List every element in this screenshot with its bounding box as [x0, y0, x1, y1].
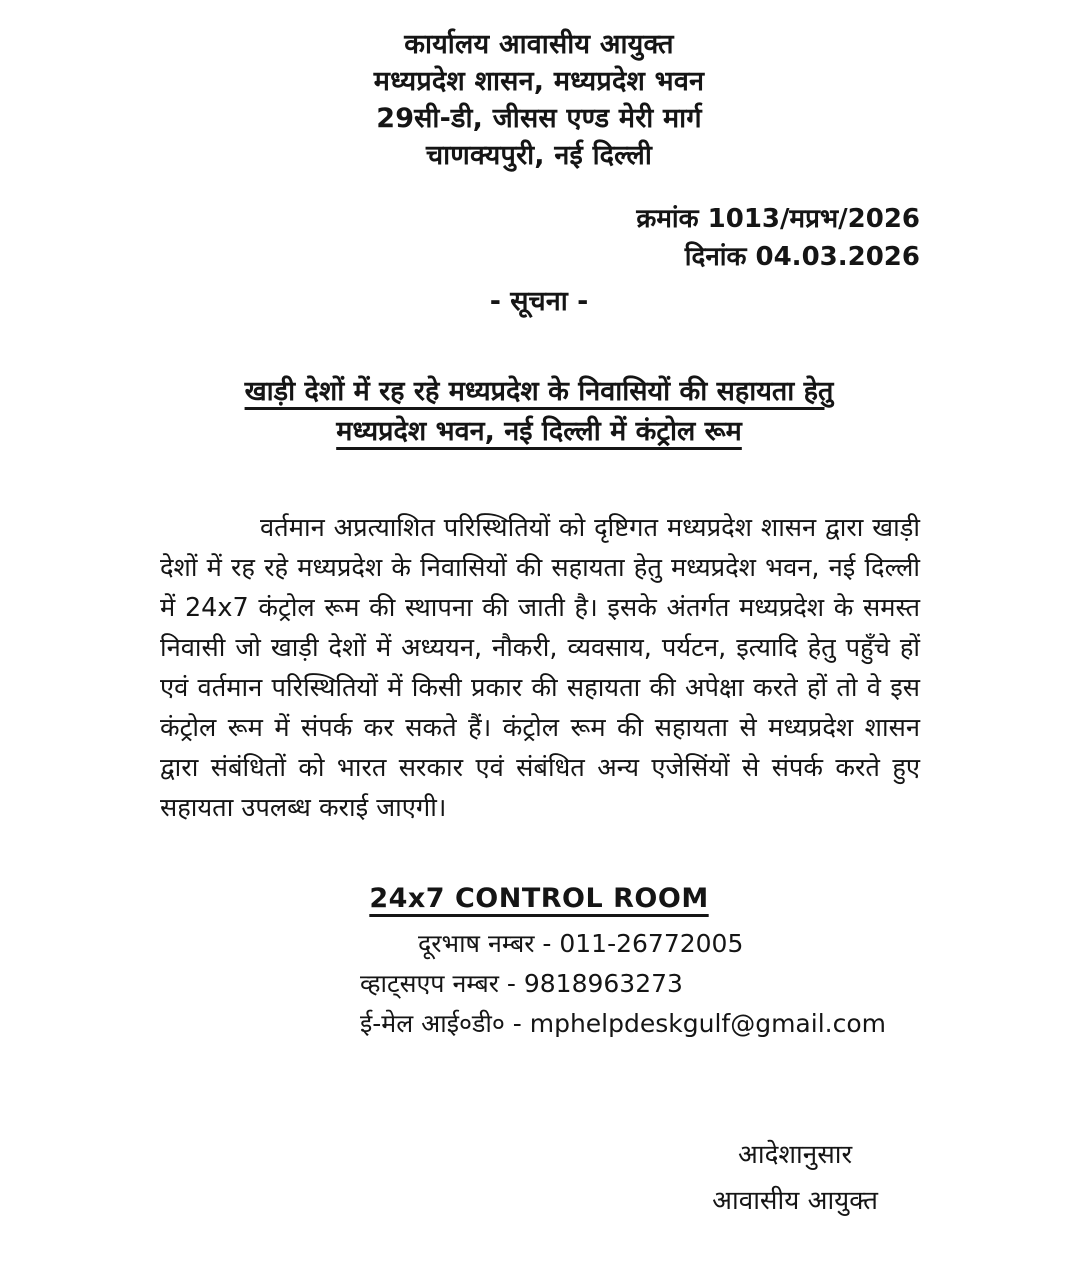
- reference-block: [0, 200, 920, 276]
- control-room-section: [0, 880, 1078, 1044]
- letterhead: [0, 26, 1078, 174]
- letterhead-govt-line: मध्यप्रदेश शासन, मध्यप्रदेश भवन: [373, 66, 705, 97]
- letterhead-office-line: कार्यालय आवासीय आयुक्त: [404, 29, 674, 60]
- contact-list: [360, 924, 1078, 1044]
- subject-line-1: खाड़ी देशों में रह रहे मध्यप्रदेश के निवासियों की सहायता हेतु: [244, 376, 834, 407]
- control-room-heading: 24x7 CONTROL ROOM: [369, 883, 709, 914]
- contact-phone: दूरभाष नम्बर - 011-26772005: [418, 929, 744, 958]
- contact-email: ई-मेल आई०डी० - mphelpdeskgulf@gmail.com: [360, 1009, 886, 1038]
- subject-heading: [0, 372, 1078, 452]
- letterhead-address-line: 29सी-डी, जीसस एण्ड मेरी मार्ग: [376, 103, 702, 134]
- reference-number: क्रमांक 1013/मप्रभ/2026: [636, 204, 920, 234]
- body-paragraph: वर्तमान अप्रत्याशित परिस्थितियों को दृष्टिगत मध्यप्रदेश शासन द्वारा खाड़ी देशों में रह रहे मध्यप्रदेश के निवासियों की सहायता हेतु मध्यप्रदेश भवन, नई दिल्ली में 24x7 कंट्रोल रूम की स्थापना की जाती है। इसके अंतर्गत मध्यप्रदेश के समस्त निवासी जो खाड़ी देशों में अध्ययन, नौकरी, व्यवसाय, पर्यटन, इत्यादि हेतु पहुँचे हों एवं वर्तमान परिस्थितियों में किसी प्रकार की सहायता की अपेक्षा करते हों तो वे इस कंट्रोल रूम में संपर्क कर सकते हैं। कंट्रोल रूम की सहायता से मध्यप्रदेश शासन द्वारा संबंधितों को भारत सरकार एवं संबंधित अन्य एजेसिंयों से संपर्क करते हुए सहायता उपलब्ध कराई जाएगी।: [160, 513, 920, 823]
- signature-block: [712, 1132, 878, 1224]
- contact-whatsapp: व्हाट्सएप नम्बर - 9818963273: [360, 969, 683, 998]
- notice-label: - सूचना -: [489, 286, 589, 317]
- reference-date: दिनांक 04.03.2026: [684, 242, 920, 272]
- signature-designation: आवासीय आयुक्त: [712, 1186, 878, 1216]
- letterhead-city-line: चाणक्यपुरी, नई दिल्ली: [425, 140, 653, 171]
- signature-order-text: आदेशानुसार: [738, 1140, 853, 1170]
- subject-line-2: मध्यप्रदेश भवन, नई दिल्ली में कंट्रोल रूम: [336, 416, 742, 447]
